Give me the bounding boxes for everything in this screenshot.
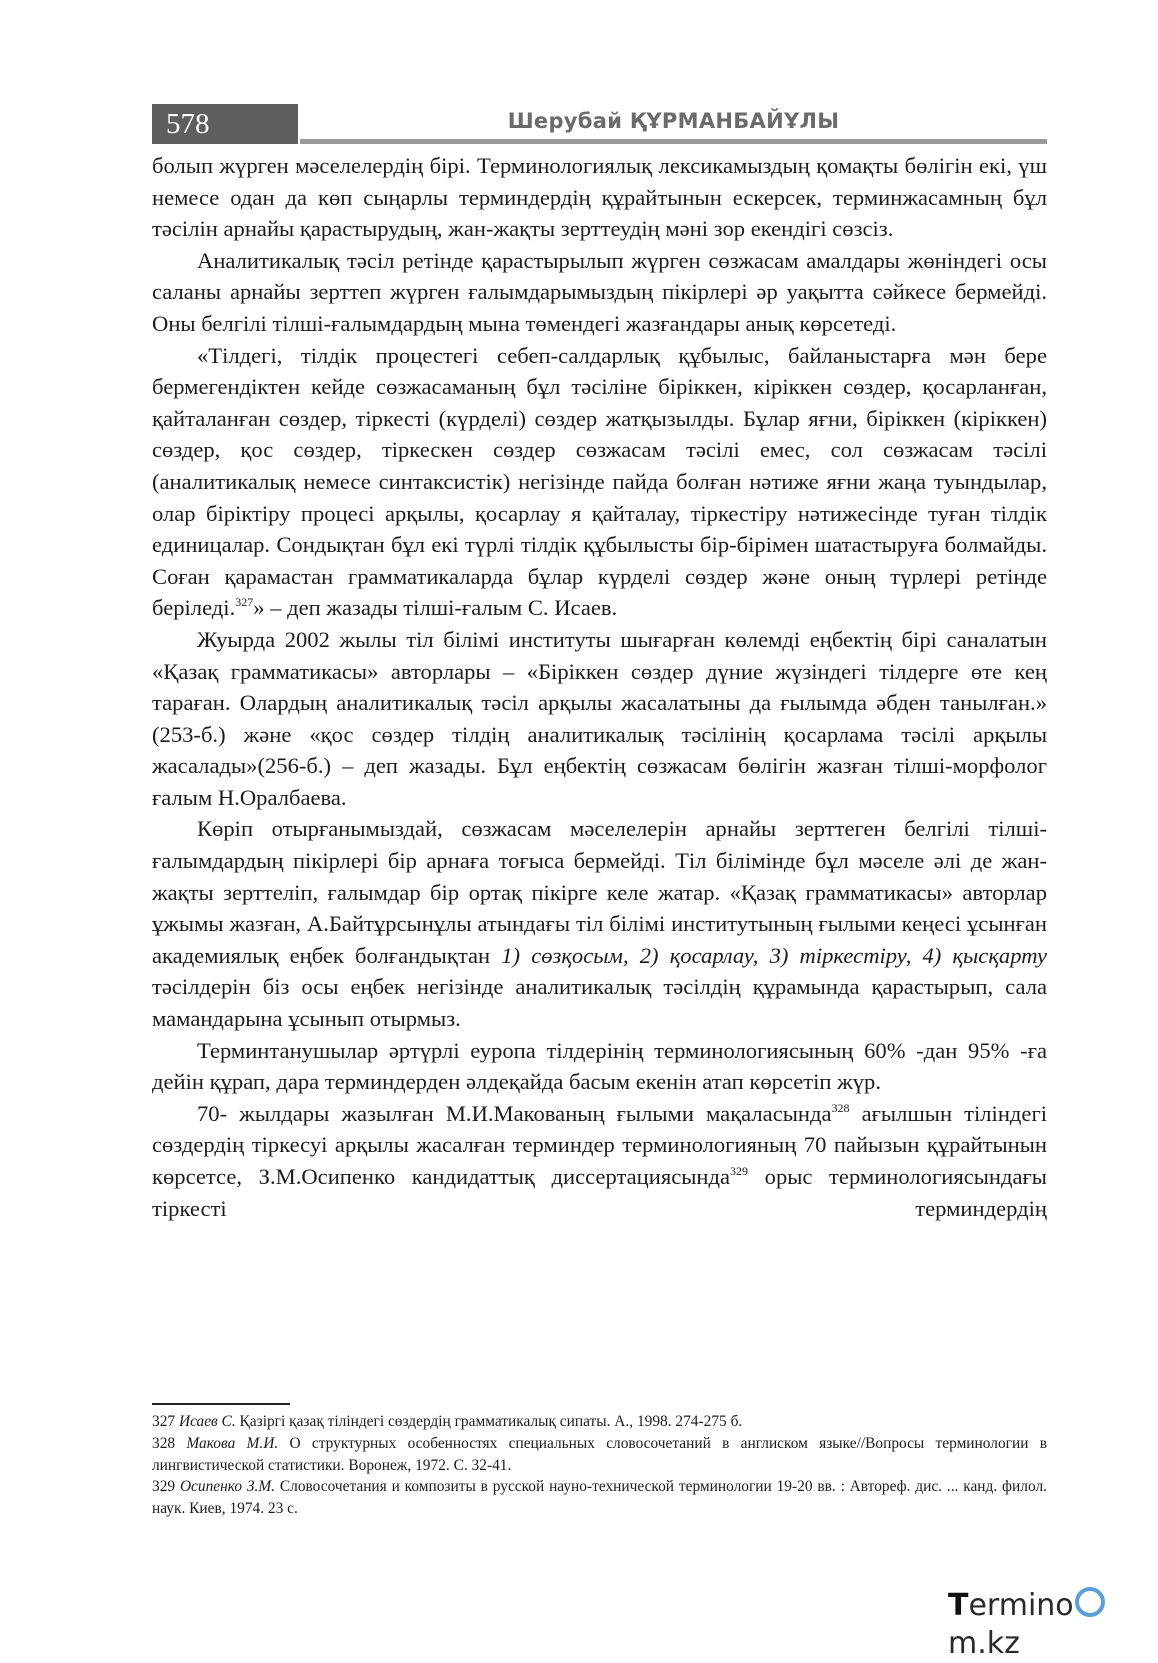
footnotes [152,1411,1047,1520]
p70-part1: 70- жылдары жазылған М.И.Макованың ғылыми мақаласында [197,1100,832,1126]
body-text [152,150,1047,1224]
footnote-ref-329: 329 [730,1164,749,1178]
footnote-author: Исаев С. [178,1413,236,1430]
paragraph: Жуырда 2002 жылы тіл білімі институты шығарған көлемді еңбектің бірі саналатын «Қазақ грамматикасы» авторлары – «Біріккен сөздер дүние жүзіндегі тілдерге өте кең тараған. Олардың аналитикалық тәсіл арқылы жасалатыны да ғылымда әбден танылған.» (253-б.) және «қос сөздер тілдің аналитикалық тәсілінің қосарлама тәсілі арқылы жасалады»(256-б.) – деп жазады. Бұл еңбектің сөзжасам бөлігін жазған тілші-морфолог ғалым Н.Оралбаева. [152,626,1047,810]
methods-intro: Көріп отырғанымыздай, сөзжасам мәселелерін арнайы зерттеген белгілі тілші-ғалымдардың пікірлері бір арнаға тоғыса бермейді. Тіл білімінде бұл мәселе әлі де жан-жақты зерттеліп, ғалымдар бір ортақ пікірге келе жатар. «Қазақ грамматикасы» авторлар ұжымы жазған, А.Байтұрсынұлы атындағы тіл білімі институтының ғылыми кеңесі ұсынған академиялық еңбек болғандықтан [152,816,1047,968]
footnote-text: О структурных особенностях специальных словосочетаний в англиском языке//Вопросы терминологии в лингвистической статистики. Воронеж, 1972. С. 32-41. [152,1434,1047,1474]
running-title: Шерубай ҚҰРМАНБАЙҰЛЫ [507,109,840,133]
footnote-text: Қазіргі қазақ тіліндегі сөздердің грамматикалық сипаты. А., 1998. 274-275 б. [239,1413,743,1430]
logo-text-right: m.kz [948,1626,1020,1661]
quote-paragraph [152,340,1047,624]
footnote-text: Словосочетания и композиты в русской науно-технической терминологии 19-20 вв. : Автореф. дис. ... канд. филол. наук. Киев, 1974. 23 с. [152,1478,1047,1518]
footnote-author: Макова М.И. [186,1434,279,1452]
methods-list: 1) сөзқосым, 2) қосарлау, 3) тіркестіру, 4) қысқарту [501,942,1047,968]
footnote-author: Осипенко З.М. [179,1478,276,1496]
paragraph: Аналитикалық тәсіл ретінде қарастырылып жүрген сөзжасам амалдары жөніндегі осы саланы арнайы зерттеп жүрген ғалымдарымыздың пікірлері әр уақытта сәйкесе бермейді. Оны белгілі тілші-ғалымдардың мына төмендегі жазғандары анық көрсетеді. [152,247,1047,336]
quote-attribution: – деп жазады тілші-ғалым С. Исаев. [270,595,618,621]
paragraph: Терминтанушылар әртүрлі еуропа тілдерінің терминологиясының 60% -дан 95% -ға дейін құрап, дара терминдерден әлдеқайда басым екенін атап көрсетіп жүр. [152,1037,1047,1095]
footnote-number: 329 [152,1478,176,1496]
header-rule [300,139,1047,144]
footnote-number: 328 [152,1434,176,1452]
p70-part3: орыс терминологиясындағы тіркесті терминдердің [152,1164,1047,1221]
paragraph [152,1098,1047,1224]
footnote [152,1433,1047,1477]
footnote-rule [152,1403,290,1405]
logo-ring-icon [1075,1587,1105,1617]
footnote [152,1476,1047,1520]
paragraph: болып жүрген мәселелердің бірі. Терминологиялық лексикамыздың қомақты бөлігін екі, үш немесе одан да көп сыңарлы терминдердің құрайтынын ескерсек, терминжасамның бұл тәсілін арнайы қарастырудың, жан-жақты зерттеудің мәні зор екендігі сөзсіз. [152,153,1047,242]
quote-close: » [253,595,265,621]
termincom-logo: Terminom.kz [948,1587,1158,1625]
footnote-number: 327 [152,1413,176,1430]
paragraph [152,813,1047,1034]
footnote [152,1411,1047,1433]
footnote-ref-328: 328 [831,1100,850,1115]
p70-part2: ағылшын тіліндегі сөздердің тіркесуі арқылы жасалған терминдер терминологияның 70 пайызын құрайтынын көрсетсе, З.М.Осипенко кандидаттық диссертациясында [152,1100,1047,1189]
footnote-ref-327: 327 [235,595,254,610]
methods-outro: тәсілдерін біз осы еңбек негізінде аналитикалық тәсілдің құрамында қарастырып, сала мамандарына ұсынып отырмыз. [152,974,1047,1032]
logo-text-left: ermino [968,1588,1074,1623]
quote-text: «Тілдегі, тілдік процестегі себеп-салдарлық құбылыс, байланыстарға мән бере бермегендіктен кейде сөзжасаманың бұл тәсіліне біріккен, кіріккен сөздер, қосарланған, қайталанған сөздер, тіркесті (күрделі) сөздер жатқызылды. Бұлар яғни, біріккен (кіріккен) сөздер, қос сөздер, тіркескен сөздер сөзжасам тәсілі емес, сол сөзжасам тәсілі (аналитикалық немесе синтаксистік) негізінде пайда болған нәтиже яғни жаңа туындылар, олар біріктіру процесі арқылы, қосарлау я қайталау, тіркестіру нәтижесінде туған тілдік единицалар. Сондықтан бұл екі түрлі тілдік құбылысты бір-бірімен шатастыруға болмайды. Соған қарамастан грамматикаларда бұлар күрделі сөздер және оның түрлері ретінде беріледі. [152,342,1047,621]
page-number: 578 [152,104,298,144]
